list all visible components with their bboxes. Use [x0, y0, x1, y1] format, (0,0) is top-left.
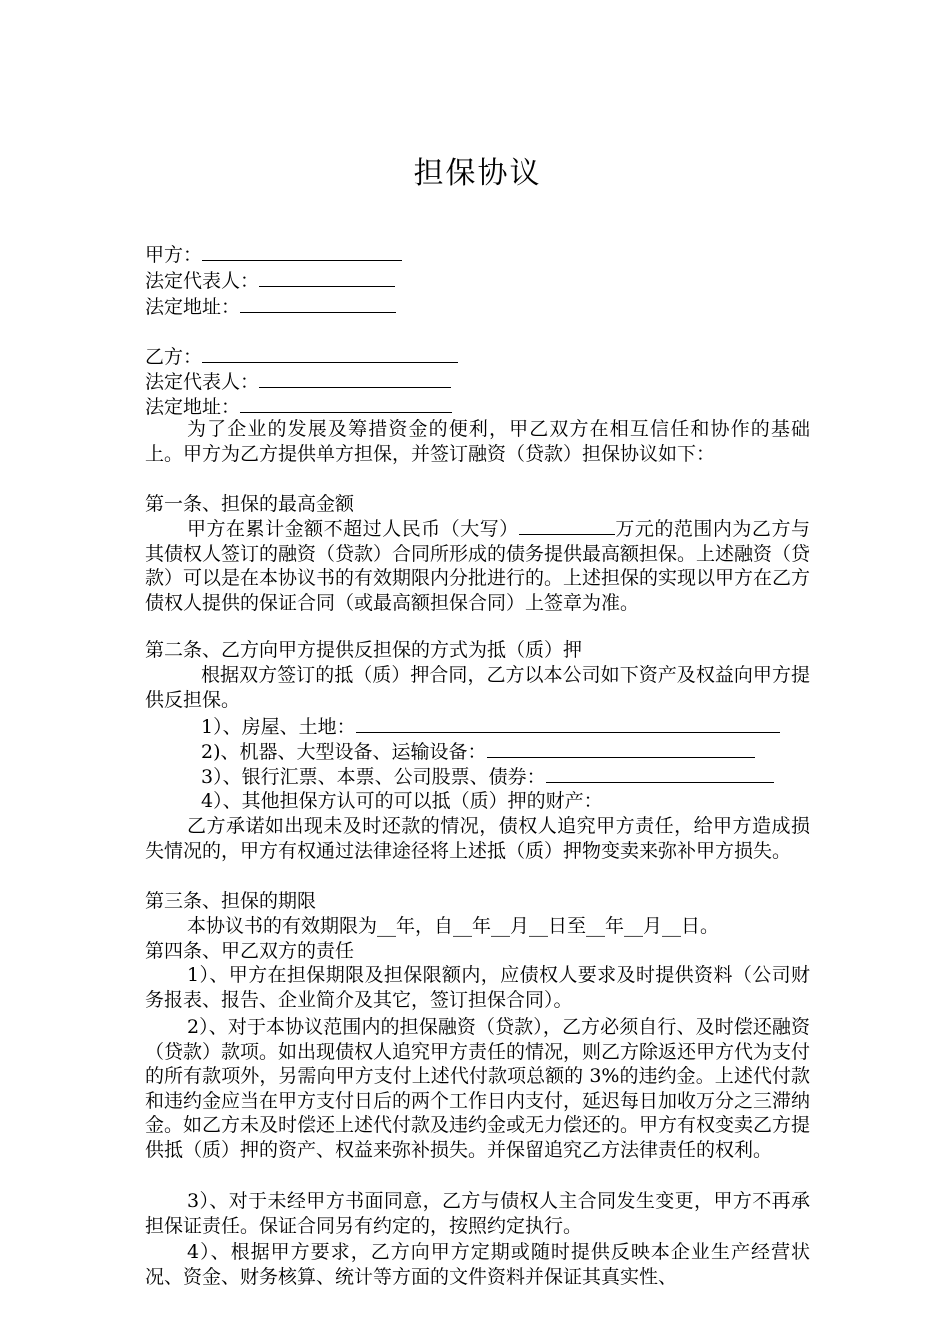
- document-title: 担保协议: [413, 156, 542, 191]
- party-b-addr-blank[interactable]: [240, 394, 452, 413]
- party-a-blank[interactable]: [202, 242, 402, 261]
- article-2-paragraph: 根据双方签订的抵（质）押合同，乙方以本公司如下资产及权益向甲方提供反担保。: [145, 664, 810, 711]
- party-a-rep-blank[interactable]: [259, 268, 395, 287]
- party-a-rep-label: 法定代表人：: [145, 270, 260, 292]
- article-4-paragraph-3: 3）、对于未经甲方书面同意，乙方与债权人主合同发生变更，甲方不再承担保证责任。保证合同另有约定的，按照约定执行。: [145, 1190, 810, 1237]
- collateral-item-1: [201, 714, 780, 739]
- collateral-item-2-label: 2)、机器、大型设备、运输设备：: [201, 741, 487, 763]
- article-3-heading: 第三条、担保的期限: [145, 890, 317, 912]
- party-a-addr-label: 法定地址：: [145, 296, 241, 318]
- collateral-item-1-label: 1）、房屋、土地：: [201, 716, 356, 738]
- article-4-heading: 第四条、甲乙双方的责任: [145, 940, 355, 962]
- party-a-addr-line: [145, 294, 396, 319]
- party-b-blank[interactable]: [202, 344, 458, 363]
- collateral-item-3-blank[interactable]: [546, 764, 774, 783]
- party-a-label: 甲方：: [145, 244, 203, 266]
- article-2-promise: 乙方承诺如出现未及时还款的情况，债权人追究甲方责任，给甲方造成损失情况的，甲方有权通过法律途径将上述抵（质）押物变卖来弥补甲方损失。: [145, 815, 810, 862]
- party-b-rep-label: 法定代表人：: [145, 371, 260, 393]
- party-a-rep-line: [145, 268, 395, 293]
- party-b-line: [145, 344, 458, 369]
- article-4-paragraph-4: 4）、根据甲方要求，乙方向甲方定期或随时提供反映本企业生产经营状况、资金、财务核算、统计等方面的文件资料并保证其真实性、: [145, 1241, 810, 1288]
- article-1-paragraph: [145, 516, 810, 615]
- party-b-rep-blank[interactable]: [259, 369, 451, 388]
- party-b-addr-line: [145, 394, 452, 419]
- article-4-paragraph-1: 1）、甲方在担保期限及担保限额内，应债权人要求及时提供资料（公司财务报表、报告、企业简介及其它，签订担保合同）。: [145, 964, 810, 1011]
- party-b-rep-line: [145, 369, 451, 394]
- party-b-addr-label: 法定地址：: [145, 396, 241, 418]
- party-a-line: [145, 242, 402, 267]
- article-1-heading: 第一条、担保的最高金额: [145, 493, 355, 515]
- party-b-label: 乙方：: [145, 346, 203, 368]
- collateral-item-4: 4）、其他担保方认可的可以抵（质）押的财产：: [201, 790, 603, 812]
- collateral-item-2: [201, 739, 755, 764]
- article-1-text-before: 甲方在累计金额不超过人民币（大写）: [187, 518, 519, 540]
- article-4-paragraph-2: 2）、对于本协议范围内的担保融资（贷款），乙方必须自行、及时偿还融资（贷款）款项。如出现债权人追究甲方责任的情况，则乙方除返还甲方代为支付的所有款项外，另需向甲方支付上述代付款项总额的 3%的违约金。上述代付款和违约金应当在甲方支付日后的两个工作日内支付，延迟每日加收万分之三滞纳金。如乙方未及时偿还上述代付款及违约金或无力偿还的。甲方有权变卖乙方提供抵（质）押的资产、权益来弥补损失。并保留追究乙方法律责任的权利。: [145, 1016, 811, 1161]
- article-2-heading: 第二条、乙方向甲方提供反担保的方式为抵（质）押: [145, 639, 583, 661]
- party-a-addr-blank[interactable]: [240, 294, 396, 313]
- collateral-item-3-label: 3）、银行汇票、本票、公司股票、债券：: [201, 766, 546, 788]
- intro-paragraph: 为了企业的发展及筹措资金的便利，甲乙双方在相互信任和协作的基础上。甲方为乙方提供单方担保，并签订融资（贷款）担保协议如下：: [145, 418, 810, 465]
- collateral-item-1-blank[interactable]: [356, 714, 780, 733]
- collateral-item-3: [201, 764, 774, 789]
- article-3-text: 本协议书的有效期限为__年，自__年__月__日至__年__月__日。: [187, 915, 720, 937]
- article-1-text-after: 万元的范围内为乙方与其债权人签订的融资（贷款）合同所形成的债务提供最高额担保。上述融资（贷款）可以是在本协议书的有效期限内分批进行的。上述担保的实现以甲方在乙方债权人提供的保证合同（或最高额担保合同）上签章为准。: [145, 518, 811, 614]
- amount-blank[interactable]: [519, 516, 615, 535]
- collateral-item-2-blank[interactable]: [487, 739, 755, 758]
